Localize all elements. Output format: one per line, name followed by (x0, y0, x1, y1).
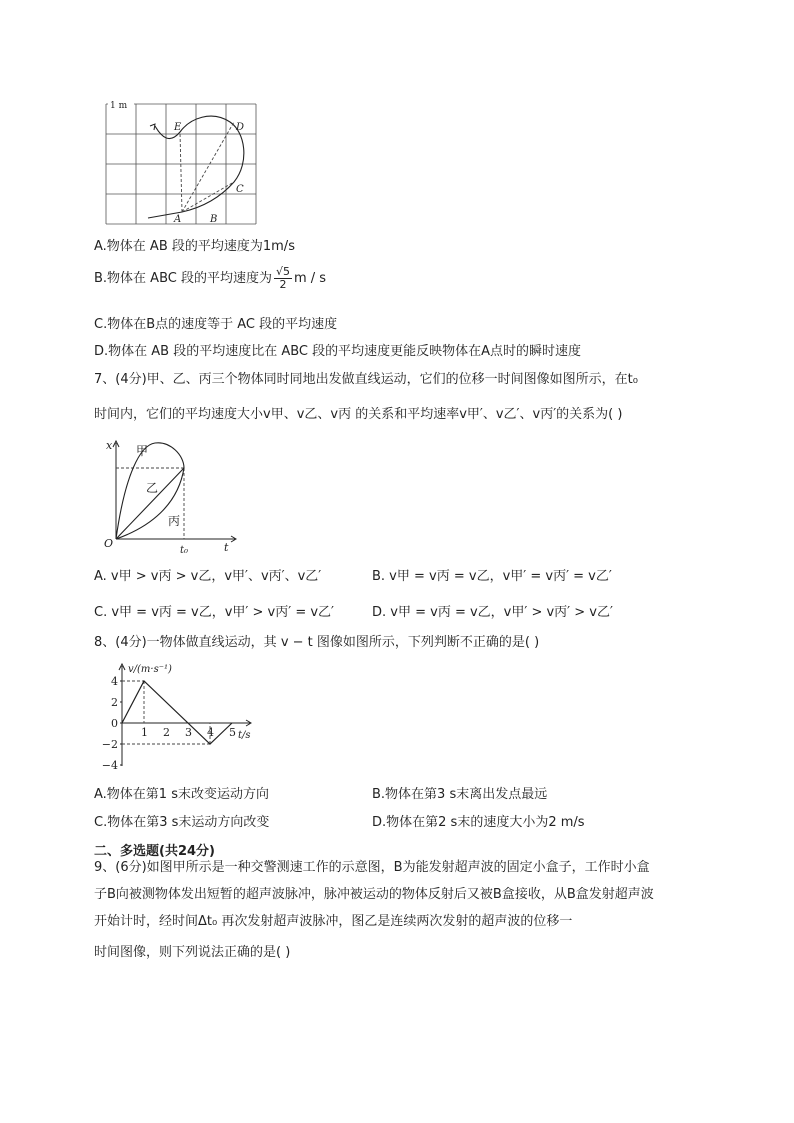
q6-option-b-text: B.物体在 ABC 段的平均速度为 (94, 270, 272, 286)
q7-stem-line-1: 7、(4分)甲、乙、丙三个物体同时同地出发做直线运动，它们的位移一时间图像如图所示，在t₀ (94, 372, 638, 387)
point-d-label: D (236, 122, 245, 133)
q8-option-a: A.物体在第1 s末改变运动方向 (94, 787, 269, 802)
point-e-label: E (174, 122, 182, 133)
point-a-label: A (174, 214, 182, 225)
vt-xtick-label: 5 (229, 726, 236, 739)
q6-option-c: C.物体在B点的速度等于 AC 段的平均速度 (94, 317, 338, 332)
vt-ylabel: v/(m·s⁻¹) (128, 664, 172, 675)
q8-stem: 8、(4分)一物体做直线运动，其 v − t 图像如图所示，下列判断不正确的是( ) (94, 635, 540, 650)
point-b-label: B (210, 214, 218, 225)
line-yi (116, 468, 184, 539)
fraction-numerator: √5 (275, 265, 290, 278)
t0-label: t₀ (180, 545, 189, 555)
section-title-multiple-choice: 二、多选题(共24分) (94, 844, 215, 859)
vt-ytick-label: −2 (101, 738, 118, 751)
vt-xtick-label: 2 (163, 726, 170, 739)
vt-xtick-label: 3 (185, 726, 192, 739)
q7-option-c: C. v甲 = v丙 = v乙，v甲′ > v丙′ = v乙′ (94, 605, 334, 620)
vt-graph-figure (100, 658, 260, 776)
vt-xtick-label: 4 (207, 726, 214, 739)
vt-xlabel: t/s (238, 730, 251, 741)
q6-option-b-fraction (274, 266, 292, 291)
vt-ytick-label: 4 (111, 675, 118, 688)
q8-option-b: B.物体在第3 s末离出发点最远 (372, 787, 548, 802)
x-axis-label: x (106, 439, 113, 452)
vt-xtick-label: 1 (141, 726, 148, 739)
xt-graph-figure (100, 435, 240, 555)
fraction-denominator: 2 (279, 278, 287, 291)
vt-series-line (122, 681, 232, 744)
yi-label: 乙 (146, 481, 159, 495)
scale-label: 1 m (110, 101, 128, 111)
q9-line-4: 时间图像，则下列说法正确的是( ) (94, 945, 291, 960)
q6-option-b-unit: m / s (294, 270, 327, 286)
vt-ytick-label: 2 (111, 696, 118, 709)
q7-option-d: D. v甲 = v丙 = v乙，v甲′ > v丙′ > v乙′ (372, 605, 613, 620)
q6-option-a: A.物体在 AB 段的平均速度为1m/s (94, 239, 295, 254)
vt-ytick-label: −4 (101, 759, 118, 772)
t-axis-label: t (224, 541, 229, 554)
q9-line-3: 开始计时，经时间Δt₀ 再次发射超声波脉冲，图乙是连续两次发射的超声波的位移一 (94, 914, 573, 929)
vt-ytick-label: 0 (111, 717, 118, 730)
q7-option-a: A. v甲 > v丙 > v乙，v甲′、v丙′、v乙′ (94, 569, 322, 584)
bing-label: 丙 (168, 514, 181, 528)
point-c-label: C (236, 184, 244, 195)
q9-line-2: 子B向被测物体发出短暂的超声波脉冲，脉冲被运动的物体反射后又被B盒接收，从B盒发射超声波 (94, 887, 654, 902)
q6-option-b (94, 266, 326, 291)
q6-option-d: D.物体在 AB 段的平均速度比在 ABC 段的平均速度更能反映物体在A点时的瞬时速度 (94, 344, 582, 359)
jia-label: 甲 (136, 444, 149, 458)
origin-label: O (104, 537, 114, 550)
trajectory-grid-figure (100, 100, 265, 228)
q8-option-c: C.物体在第3 s末运动方向改变 (94, 815, 270, 830)
q9-line-1: 9、(6分)如图甲所示是一种交警测速工作的示意图，B为能发射超声波的固定小盒子，工作时小盒 (94, 860, 650, 875)
q8-option-d: D.物体在第2 s末的速度大小为2 m/s (372, 815, 585, 830)
q7-stem-line-2: 时间内，它们的平均速度大小v甲、v乙、v丙 的关系和平均速率v甲′、v乙′、v丙′的关系为( ) (94, 407, 623, 422)
q7-option-b: B. v甲 = v丙 = v乙，v甲′ = v丙′ = v乙′ (372, 569, 612, 584)
